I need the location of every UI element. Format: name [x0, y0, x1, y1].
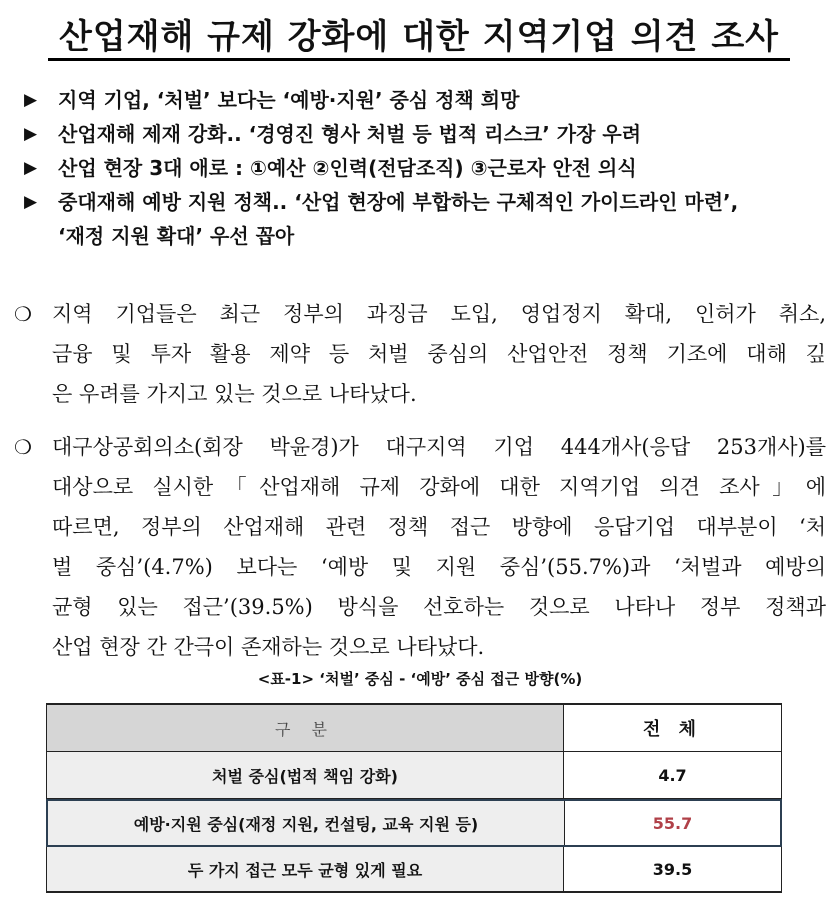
- summary-bullets: [24, 84, 824, 254]
- circle-bullet-icon: ❍: [14, 435, 32, 459]
- body-paragraph: [14, 294, 826, 414]
- row-label: 처벌 중심(법적 책임 강화): [47, 752, 564, 798]
- circle-bullet-icon: ❍: [14, 302, 32, 326]
- bullet-text-continuation: ‘재정 지원 확대’ 우선 꼽아: [58, 224, 295, 248]
- header-total: 전 체: [642, 719, 703, 740]
- table-caption: <표-1> ‘처벌’ 중심 - ‘예방’ 중심 접근 방향(%): [257, 670, 583, 688]
- summary-bullet: [24, 152, 824, 186]
- paragraph-line: 산업 현장 간 간극이 존재하는 것으로 나타났다.: [52, 635, 485, 659]
- triangle-bullet-icon: ▶: [24, 90, 38, 110]
- paragraph-line: 따르면, 정부의 산업재해 관련 정책 접근 방향에 응답기업 대부분이 ‘처: [52, 515, 826, 539]
- header-category: 구 분: [47, 705, 564, 751]
- summary-bullet: [24, 118, 824, 152]
- title-block: [48, 8, 790, 61]
- row-value-highlighted: 55.7: [652, 813, 693, 833]
- paragraph-line: 은 우려를 가지고 있는 것으로 나타났다.: [52, 382, 417, 406]
- paragraph-line: 지역 기업들은 최근 정부의 과징금 도입, 영업정지 확대, 인허가 취소,: [52, 302, 826, 326]
- triangle-bullet-icon: ▶: [24, 158, 38, 178]
- page-title: 산업재해 규제 강화에 대한 지역기업 의견 조사: [58, 16, 780, 57]
- paragraph-line: 금융 및 투자 활용 제약 등 처벌 중심의 산업안전 정책 기조에 대해 깊: [52, 342, 826, 366]
- row-label: 예방·지원 중심(재정 지원, 컨설팅, 교육 지원 등): [48, 801, 565, 845]
- table-row: [46, 847, 782, 893]
- triangle-bullet-icon: ▶: [24, 124, 38, 144]
- body-paragraph: [14, 427, 826, 667]
- bullet-text: 지역 기업, ‘처벌’ 보다는 ‘예방·지원’ 중심 정책 희망: [58, 88, 520, 112]
- bullet-text: 산업재해 제재 강화.. ‘경영진 형사 처벌 등 법적 리스크’ 가장 우려: [58, 122, 642, 146]
- table-row-highlighted: [46, 799, 782, 847]
- triangle-bullet-icon: ▶: [24, 192, 38, 212]
- summary-bullet: [24, 186, 824, 220]
- summary-bullet: [24, 84, 824, 118]
- table-row: [46, 752, 782, 799]
- paragraph-line: 대구상공회의소(회장 박윤경)가 대구지역 기업 444개사(응답 253개사)를: [52, 435, 826, 459]
- table-header-row: [46, 703, 782, 752]
- row-value: 4.7: [658, 765, 687, 785]
- row-label: 두 가지 접근 모두 균형 있게 필요: [47, 847, 564, 891]
- paragraph-line: 대상으로 실시한「산업재해 규제 강화에 대한 지역기업 의견 조사」에: [52, 475, 826, 499]
- paragraph-line: 균형 있는 접근’(39.5%) 방식을 선호하는 것으로 나타나 정부 정책과: [52, 595, 826, 619]
- survey-table: [46, 703, 782, 893]
- bullet-text: 중대재해 예방 지원 정책.. ‘산업 현장에 부합하는 구체적인 가이드라인 마련’,: [58, 190, 739, 214]
- row-value: 39.5: [652, 859, 693, 879]
- paragraph-line: 벌 중심’(4.7%) 보다는 ‘예방 및 지원 중심’(55.7%)과 ‘처벌과 예방의: [52, 555, 826, 579]
- bullet-text: 산업 현장 3대 애로 : ①예산 ②인력(전담조직) ③근로자 안전 의식: [58, 156, 637, 180]
